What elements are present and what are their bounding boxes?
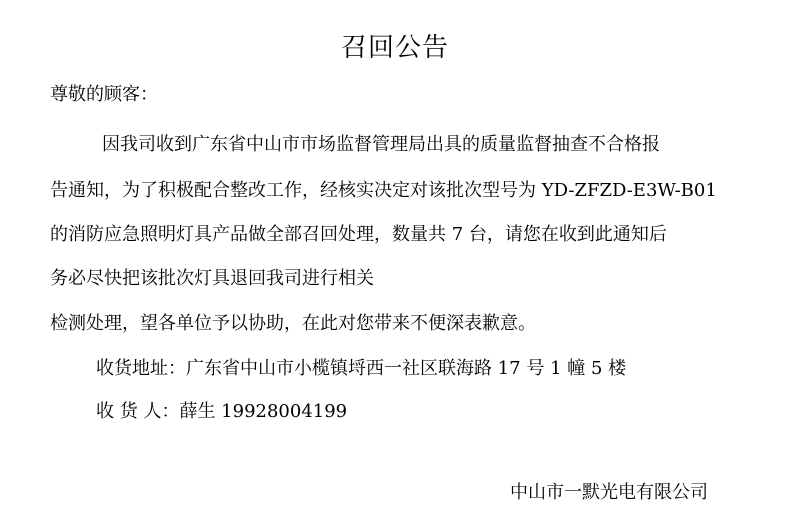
body-line-4: 务必尽快把该批次灯具退回我司进行相关: [50, 268, 374, 289]
body-line-3: 的消防应急照明灯具产品做全部召回处理，数量共 7 台，请您在收到此通知后: [50, 224, 667, 245]
notice-title: 召回公告: [340, 33, 449, 63]
salutation: 尊敬的顾客：: [50, 84, 158, 105]
body-line-5: 检测处理，望各单位予以协助，在此对您带来不便深表歉意。: [50, 313, 536, 334]
receiver-contact: 收 货 人：薛生 19928004199: [96, 401, 348, 422]
shipping-address: 收货地址：广东省中山市小榄镇埒西一社区联海路 17 号 1 幢 5 楼: [96, 358, 627, 379]
body-line-2: 告通知，为了积极配合整改工作，经核实决定对该批次型号为 YD-ZFZD-E3W-B01: [50, 180, 717, 201]
body-line-1: 因我司收到广东省中山市市场监督管理局出具的质量监督抽查不合格报: [102, 134, 660, 155]
company-signature: 中山市一默光电有限公司: [510, 482, 708, 503]
